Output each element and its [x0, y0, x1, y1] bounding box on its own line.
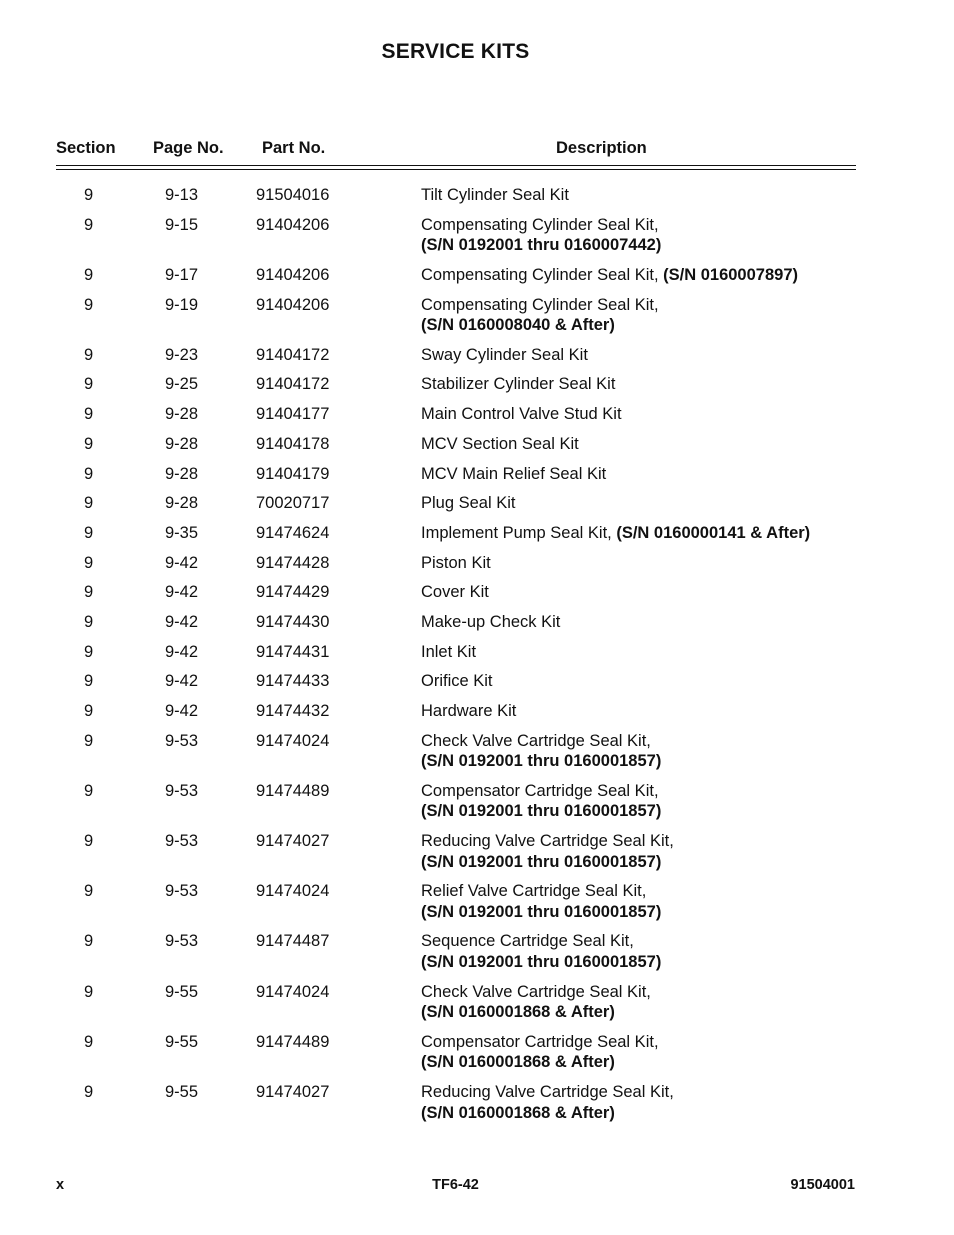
table-row	[0, 582, 954, 603]
description-text: Compensator Cartridge Seal Kit,	[421, 1032, 659, 1051]
serial-range: (S/N 0160001868 & After)	[421, 1103, 615, 1122]
cell-part-no: 91474027	[256, 1083, 330, 1101]
header-description: Description	[556, 139, 647, 157]
serial-range: (S/N 0192001 thru 0160001857)	[421, 802, 662, 821]
description-text: Orifice Kit	[421, 672, 493, 691]
cell-description	[421, 265, 871, 286]
cell-page-no: 9-17	[165, 265, 199, 284]
description-text: Reducing Valve Cartridge Seal Kit,	[421, 1083, 674, 1101]
cell-page-no: 9-53	[165, 731, 199, 750]
cell-section: 9	[84, 494, 94, 513]
cell-part-no: 91474429	[256, 583, 330, 602]
table-row	[0, 781, 954, 822]
description-text: Compensating Cylinder Seal Kit,	[421, 215, 659, 234]
description-text: Check Valve Cartridge Seal Kit,	[421, 731, 651, 750]
cell-section: 9	[84, 882, 94, 901]
cell-page-no: 9-42	[165, 553, 199, 572]
cell-section: 9	[84, 186, 94, 204]
cell-description	[421, 345, 871, 366]
serial-range: (S/N 0192001 thru 0160001857)	[421, 902, 662, 921]
serial-range: (S/N 0160008040 & After)	[421, 316, 615, 335]
cell-description	[421, 553, 871, 574]
cell-part-no: 91404206	[256, 265, 330, 284]
cell-page-no: 9-53	[165, 781, 199, 800]
cell-page-no: 9-42	[165, 642, 199, 661]
cell-description	[421, 404, 871, 425]
table-row	[0, 493, 954, 514]
description-text: Implement Pump Seal Kit,	[421, 523, 612, 542]
cell-description	[421, 701, 871, 722]
kit-table-body	[0, 185, 954, 1132]
cell-page-no: 9-23	[165, 345, 199, 364]
table-row	[0, 931, 954, 972]
cell-part-no: 91474027	[256, 832, 330, 851]
cell-part-no: 91474432	[256, 702, 330, 720]
description-text: Check Valve Cartridge Seal Kit,	[421, 982, 651, 1001]
cell-part-no: 91474489	[256, 781, 330, 800]
cell-part-no: 91404177	[256, 405, 330, 424]
header-page-no: Page No.	[153, 139, 224, 157]
cell-section: 9	[84, 345, 94, 364]
table-row	[0, 731, 954, 772]
cell-description	[421, 464, 871, 485]
cell-part-no: 91474489	[256, 1032, 330, 1051]
table-row	[0, 345, 954, 366]
cell-section: 9	[84, 375, 94, 394]
cell-section: 9	[84, 672, 94, 691]
table-row	[0, 434, 954, 455]
cell-description	[421, 1082, 871, 1123]
cell-section: 9	[84, 405, 94, 424]
table-row	[0, 215, 954, 256]
cell-page-no: 9-53	[165, 882, 199, 901]
description-text: Reducing Valve Cartridge Seal Kit,	[421, 832, 674, 851]
cell-part-no: 91474024	[256, 731, 330, 750]
cell-part-no: 91404172	[256, 345, 330, 364]
description-text: MCV Main Relief Seal Kit	[421, 464, 607, 483]
cell-part-no: 91474487	[256, 932, 330, 951]
cell-part-no: 91474624	[256, 523, 330, 542]
cell-section: 9	[84, 1032, 94, 1051]
header-rule-top	[56, 165, 856, 166]
cell-section: 9	[84, 523, 94, 542]
cell-section: 9	[84, 781, 94, 800]
cell-description	[421, 881, 871, 922]
table-row	[0, 1082, 954, 1123]
description-text: Main Control Valve Stud Kit	[421, 405, 622, 424]
table-header	[0, 139, 954, 161]
cell-page-no: 9-28	[165, 434, 199, 453]
cell-page-no: 9-42	[165, 672, 199, 691]
cell-description	[421, 493, 871, 514]
table-row	[0, 553, 954, 574]
footer-page-number: x	[56, 1177, 65, 1193]
table-row	[0, 881, 954, 922]
cell-section: 9	[84, 553, 94, 572]
description-text: Make-up Check Kit	[421, 612, 561, 631]
cell-section: 9	[84, 731, 94, 750]
description-text: Plug Seal Kit	[421, 494, 516, 513]
cell-part-no: 91474024	[256, 882, 330, 901]
cell-description	[421, 931, 871, 972]
cell-description	[421, 215, 871, 256]
cell-page-no: 9-53	[165, 932, 199, 951]
table-row	[0, 464, 954, 485]
serial-range: (S/N 0160000141 & After)	[616, 523, 811, 542]
cell-description	[421, 434, 871, 455]
header-section: Section	[56, 139, 116, 157]
serial-range: (S/N 0192001 thru 0160001857)	[421, 952, 662, 971]
description-text: Stabilizer Cylinder Seal Kit	[421, 375, 616, 394]
description-text: Inlet Kit	[421, 642, 477, 661]
cell-description	[421, 982, 871, 1023]
cell-page-no: 9-42	[165, 702, 199, 720]
cell-page-no: 9-13	[165, 186, 199, 204]
cell-page-no: 9-55	[165, 1032, 199, 1051]
footer-model: TF6-42	[432, 1177, 479, 1193]
cell-page-no: 9-42	[165, 612, 199, 631]
cell-description	[421, 831, 871, 872]
cell-page-no: 9-55	[165, 982, 199, 1001]
description-text: Cover Kit	[421, 583, 489, 602]
description-text: Sequence Cartridge Seal Kit,	[421, 932, 634, 951]
table-row	[0, 295, 954, 336]
description-text: Hardware Kit	[421, 702, 517, 720]
cell-section: 9	[84, 982, 94, 1001]
description-text: Compensator Cartridge Seal Kit,	[421, 781, 659, 800]
description-text: Relief Valve Cartridge Seal Kit,	[421, 882, 647, 901]
cell-part-no: 91504016	[256, 186, 330, 204]
cell-description	[421, 1032, 871, 1073]
cell-description	[421, 671, 871, 692]
table-row	[0, 642, 954, 663]
cell-section: 9	[84, 932, 94, 951]
cell-section: 9	[84, 215, 94, 234]
cell-section: 9	[84, 464, 94, 483]
cell-page-no: 9-55	[165, 1083, 199, 1101]
table-row	[0, 831, 954, 872]
cell-description	[421, 185, 871, 206]
cell-section: 9	[84, 642, 94, 661]
table-row	[0, 612, 954, 633]
table-row	[0, 671, 954, 692]
cell-part-no: 91404179	[256, 464, 330, 483]
description-text: MCV Section Seal Kit	[421, 434, 579, 453]
cell-page-no: 9-19	[165, 295, 199, 314]
cell-page-no: 9-53	[165, 832, 199, 851]
cell-part-no: 91404178	[256, 434, 330, 453]
table-row	[0, 185, 954, 206]
cell-section: 9	[84, 1083, 94, 1101]
cell-part-no: 91404172	[256, 375, 330, 394]
cell-description	[421, 642, 871, 663]
serial-range: (S/N 0160007897)	[663, 265, 798, 284]
description-text: Sway Cylinder Seal Kit	[421, 345, 588, 364]
header-part-no: Part No.	[262, 139, 326, 157]
table-row	[0, 265, 954, 286]
cell-part-no: 91404206	[256, 215, 330, 234]
cell-description	[421, 523, 871, 544]
cell-description	[421, 781, 871, 822]
cell-section: 9	[84, 612, 94, 631]
table-row	[0, 374, 954, 395]
serial-range: (S/N 0192001 thru 0160001857)	[421, 752, 662, 771]
cell-section: 9	[84, 583, 94, 602]
serial-range: (S/N 0160001868 & After)	[421, 1053, 615, 1072]
cell-part-no: 91474431	[256, 642, 330, 661]
cell-part-no: 91474433	[256, 672, 330, 691]
cell-part-no: 91404206	[256, 295, 330, 314]
cell-part-no: 91474428	[256, 553, 330, 572]
table-row	[0, 404, 954, 425]
cell-page-no: 9-25	[165, 375, 199, 394]
cell-page-no: 9-15	[165, 215, 199, 234]
page-title: SERVICE KITS	[381, 40, 530, 63]
description-text: Compensating Cylinder Seal Kit,	[421, 295, 659, 314]
description-text: Compensating Cylinder Seal Kit,	[421, 265, 659, 284]
description-text: Tilt Cylinder Seal Kit	[421, 186, 569, 204]
cell-description	[421, 612, 871, 633]
cell-page-no: 9-28	[165, 464, 199, 483]
cell-part-no: 91474430	[256, 612, 330, 631]
table-row	[0, 701, 954, 722]
description-text: Piston Kit	[421, 553, 491, 572]
cell-part-no: 91474024	[256, 982, 330, 1001]
cell-page-no: 9-42	[165, 583, 199, 602]
cell-section: 9	[84, 434, 94, 453]
footer-doc-number: 91504001	[790, 1177, 855, 1193]
cell-section: 9	[84, 295, 94, 314]
cell-part-no: 70020717	[256, 494, 330, 513]
table-row	[0, 982, 954, 1023]
serial-range: (S/N 0192001 thru 0160007442)	[421, 236, 662, 255]
cell-section: 9	[84, 702, 94, 720]
cell-description	[421, 374, 871, 395]
cell-section: 9	[84, 832, 94, 851]
table-row	[0, 523, 954, 544]
cell-description	[421, 582, 871, 603]
cell-description	[421, 295, 871, 336]
header-rule-bottom	[56, 169, 856, 170]
cell-page-no: 9-28	[165, 494, 199, 513]
cell-page-no: 9-35	[165, 523, 199, 542]
serial-range: (S/N 0160001868 & After)	[421, 1003, 615, 1022]
cell-page-no: 9-28	[165, 405, 199, 424]
table-row	[0, 1032, 954, 1073]
cell-section: 9	[84, 265, 94, 284]
cell-description	[421, 731, 871, 772]
serial-range: (S/N 0192001 thru 0160001857)	[421, 852, 662, 871]
